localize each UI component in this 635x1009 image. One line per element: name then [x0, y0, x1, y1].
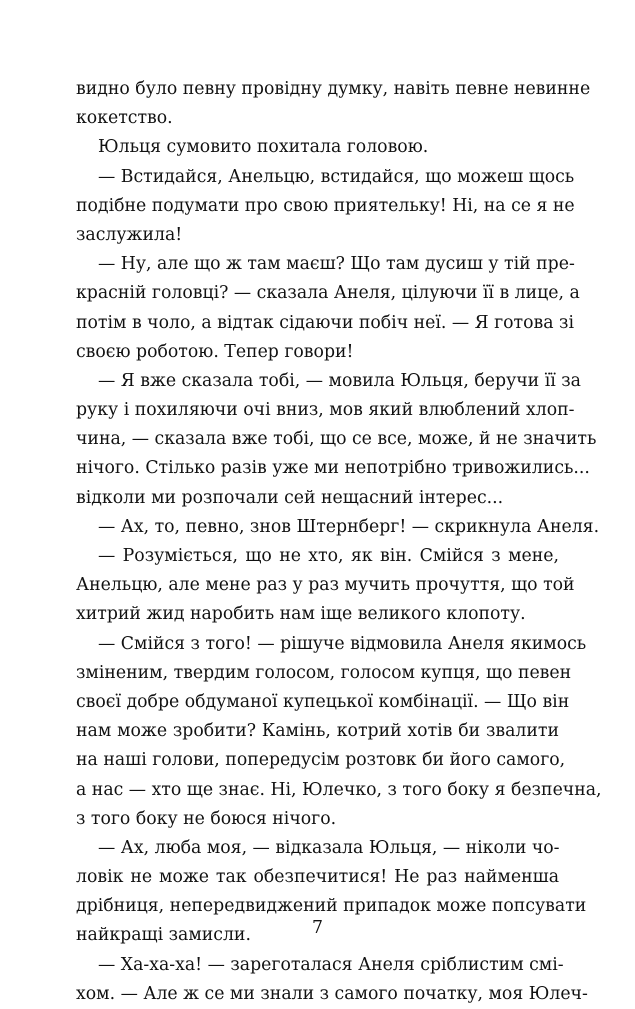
text-line: хитрий жид наробить нам іще великого клопоту.: [76, 604, 526, 625]
text-line: — Ха-ха-ха! — зареготалася Анеля сріблистим смі-: [98, 954, 564, 975]
text-line: на наші голови, попередусім розтовк би його самого,: [76, 750, 566, 771]
text-line: з того боку не боюся нічого.: [76, 808, 337, 829]
text-line: дрібниця, непередвиджений припадок може попсувати: [76, 896, 587, 917]
text-line: подібне подумати про свою приятельку! Ні, на се я не: [76, 195, 575, 216]
text-line: найкращі замисли.: [76, 925, 251, 946]
text-line: — Смійся з того! — рішуче відмовила Анеля якимось: [98, 633, 587, 654]
text-line: ловік не може так обезпечитися! Не раз найменша: [76, 867, 559, 888]
text-line: видно було певну провідну думку, навіть певне невинне: [76, 79, 591, 99]
text-line: нам може зробити? Камінь, котрий хотів би звалити: [76, 721, 559, 742]
text-line: чина, — сказала вже тобі, що се все, може, й не значить: [76, 429, 597, 450]
text-line: — Встидайся, Анельцю, встидайся, що можеш щось: [98, 166, 575, 187]
text-line: кокетство.: [76, 108, 173, 129]
text-line: нічого. Стілько разів уже ми непотрібно тривожились...: [76, 458, 590, 479]
text-line: а нас — хто ще знає. Ні, Юлечко, з того боку я безпечна,: [76, 779, 602, 800]
text-line: заслужила!: [76, 224, 183, 245]
text-line: Юльця сумовито похитала головою.: [98, 137, 429, 158]
text-line: потім в чоло, а відтак сідаючи побіч неї. — Я готова зі: [76, 312, 575, 333]
text-line: відколи ми розпочали сей нещасний інтерес...: [76, 487, 504, 508]
text-line: зміненим, твердим голосом, голосом купця, що певен: [76, 662, 572, 683]
text-line: своєю роботою. Тепер говори!: [76, 341, 354, 362]
text-line: — Я вже сказала тобі, — мовила Юльця, беручи її за: [98, 370, 581, 391]
page-number: 7: [312, 918, 323, 938]
text-line: Анельцю, але мене раз у раз мучить прочуття, що той: [76, 575, 575, 596]
text-line: красній головці? — сказала Анеля, цілуючи її в лице, а: [76, 283, 580, 304]
text-line: — Ну, але що ж там маєш? Що там дусиш у тій пре-: [98, 254, 575, 275]
text-line: — Ах, люба моя, — відказала Юльця, — ніколи чо-: [98, 837, 560, 858]
text-line: — Ах, то, певно, знов Штернберг! — скрикнула Анеля.: [98, 516, 600, 537]
text-line: своєї добре обдуманої купецької комбінації. — Що він: [76, 691, 570, 712]
text-line: хом. — Але ж се ми знали з самого початку, моя Юлеч-: [76, 983, 588, 1004]
page-text-body: [76, 75, 602, 1009]
text-line: — Розуміється, що не хто, як він. Смійся з мене,: [98, 546, 559, 566]
text-line: руку і похиляючи очі вниз, мов який влюблений хлоп-: [76, 400, 575, 421]
